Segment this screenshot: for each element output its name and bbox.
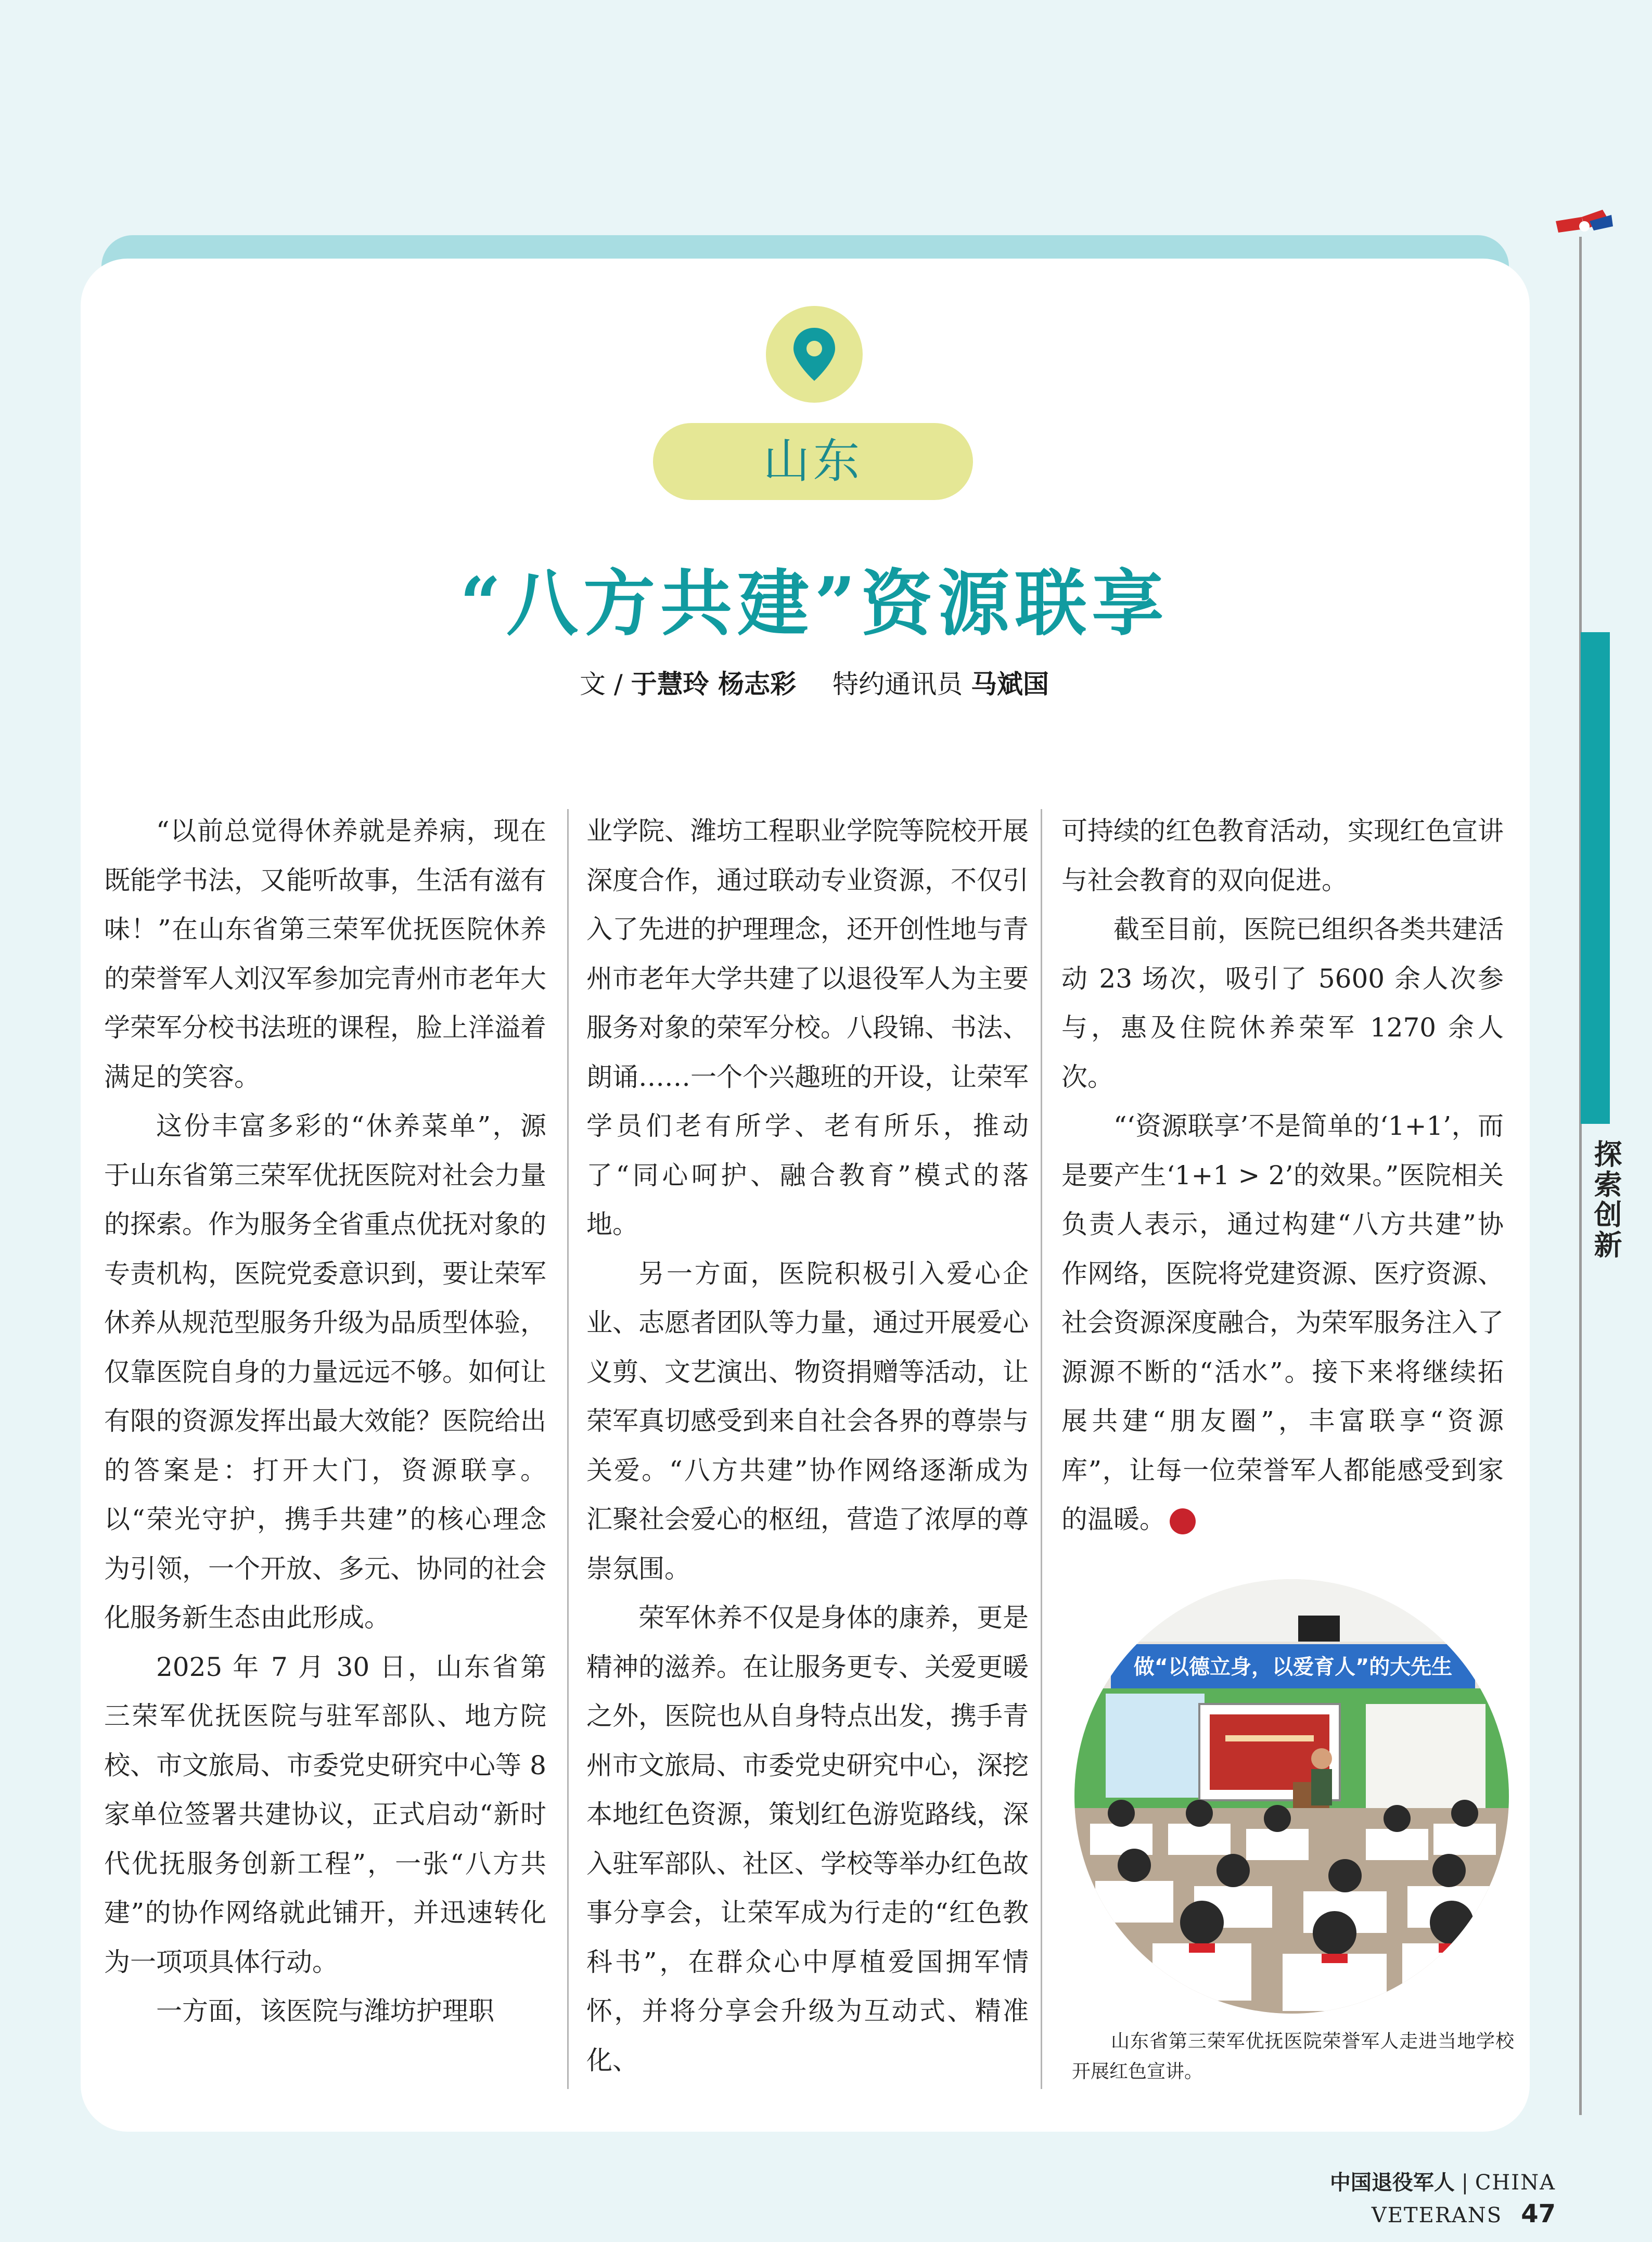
closing-paragraph-text: “‘资源联享’不是简单的‘1+1’，而是要产生‘1+1 > 2’的效果。”医院相关负责人表示，通过构建“八方共建”协作网络，医院将党建资源、医疗资源、社会资源深度融合，为荣军服务注入了源源不断的“活水”。接下来将继续拓展共建“朋友圈”，丰富联享“资源库”，让每一位荣誉军人都能感受到家的温暖。 — [1061, 1111, 1504, 1534]
paragraph: 2025 年 7 月 30 日，山东省第三荣军优抚医院与驻军部队、地方院校、市文旅局、市委党史研究中心等 8 家单位签署共建协议，正式启动“新时代优抚服务创新工程”，一张“八方共建”的协作网络就此铺开，并迅速转化为一项项具体行动。 — [104, 1651, 546, 1977]
paragraph: 一方面，该医院与潍坊护理职 — [156, 1996, 494, 2026]
magazine-name-en: CHINA VETERANS — [1371, 2171, 1556, 2227]
paragraph: 荣军休养不仅是身体的康养，更是精神的滋养。在让服务更专、关爱更暖之外，医院也从自身特点出发，携手青州市文旅局、市委党史研究中心，深挖本地红色资源，策划红色游览路线，深入驻军部队、社区、学校等举办红色故事分享会，让荣军成为行走的“红色教科书”，在群众心中厚植爱国拥军情怀，并将分享会升级为互动式、精准化、 — [586, 1603, 1029, 2076]
column-3 — [1061, 806, 1504, 1544]
authors: 于慧玲 杨志彩 — [631, 669, 797, 699]
paragraph — [1061, 1101, 1504, 1544]
correspondent-role: 特约通讯员 — [833, 669, 963, 699]
photo-banner-text: 做“以德立身，以爱育人”的大先生 — [1133, 1655, 1453, 1679]
paragraph-continued: 可持续的红色教育活动，实现红色宣讲与社会教育的双向促进。 — [1061, 816, 1504, 895]
brand-logo-icon — [1553, 206, 1616, 245]
paragraph: “以前总觉得休养就是养病，现在既能学书法，又能听故事，生活有滋有味！”在山东省第三荣军优抚医院休养的荣誉军人刘汉军参加完青州市老年大学荣军分校书法班的课程，脸上洋溢着满足的笑容。 — [104, 816, 546, 1092]
section-label: 探索创新 — [1590, 1139, 1622, 1260]
byline — [208, 666, 1420, 702]
article-title: “八方共建”资源联享 — [459, 561, 1169, 646]
column-2 — [586, 806, 1029, 2085]
paragraph: 另一方面，医院积极引入爱心企业、志愿者团队等力量，通过开展爱心义剪、文艺演出、物资捐赠等活动，让荣军真切感受到来自社会各界的尊崇与关爱。“八方共建”协作网络逐渐成为汇聚社会爱心的枢纽，营造了浓厚的尊崇氛围。 — [586, 1258, 1029, 1584]
column-divider — [1041, 809, 1042, 2089]
column-1 — [104, 806, 546, 2036]
page-number: 47 — [1521, 2199, 1556, 2228]
event-photo — [1074, 1579, 1509, 2014]
paragraph: 截至目前，医院已组织各类共建活动 23 场次，吸引了 5600 余人次参与，惠及住院休养荣军 1270 余人次。 — [1061, 914, 1504, 1092]
region-tag: 山东 — [653, 423, 973, 500]
column-divider — [567, 809, 569, 2089]
correspondent: 马斌国 — [970, 669, 1049, 699]
page-footer — [1171, 2167, 1556, 2231]
paragraph-continued: 业学院、潍坊工程职业学院等院校开展深度合作，通过联动专业资源，不仅引入了先进的护理理念，还开创性地与青州市老年大学共建了以退役军人为主要服务对象的荣军分校。八段锦、书法、朗诵……一个个兴趣班的开设，让荣军学员们老有所学、老有所乐，推动了“同心呵护、融合教育”模式的落地。 — [586, 816, 1029, 1239]
section-tab — [1581, 632, 1610, 1124]
end-mark-icon: V — [1170, 1508, 1196, 1534]
location-pin-icon — [766, 306, 863, 403]
paragraph: 这份丰富多彩的“休养菜单”，源于山东省第三荣军优抚医院对社会力量的探索。作为服务全省重点优抚对象的专责机构，医院党委意识到，要让荣军休养从规范型服务升级为品质型体验，仅靠医院自身的力量远远不够。如何让有限的资源发挥出最大效能？医院给出的答案是：打开大门，资源联享。以“荣光守护，携手共建”的核心理念为引领，一个开放、多元、协同的社会化服务新生态由此形成。 — [104, 1111, 546, 1633]
footer-separator: | — [1461, 2171, 1469, 2195]
photo-caption: 山东省第三荣军优抚医院荣誉军人走进当地学校开展红色宣讲。 — [1072, 2031, 1514, 2082]
byline-prefix: 文 / — [580, 669, 631, 699]
magazine-name-cn: 中国退役军人 — [1329, 2171, 1455, 2195]
